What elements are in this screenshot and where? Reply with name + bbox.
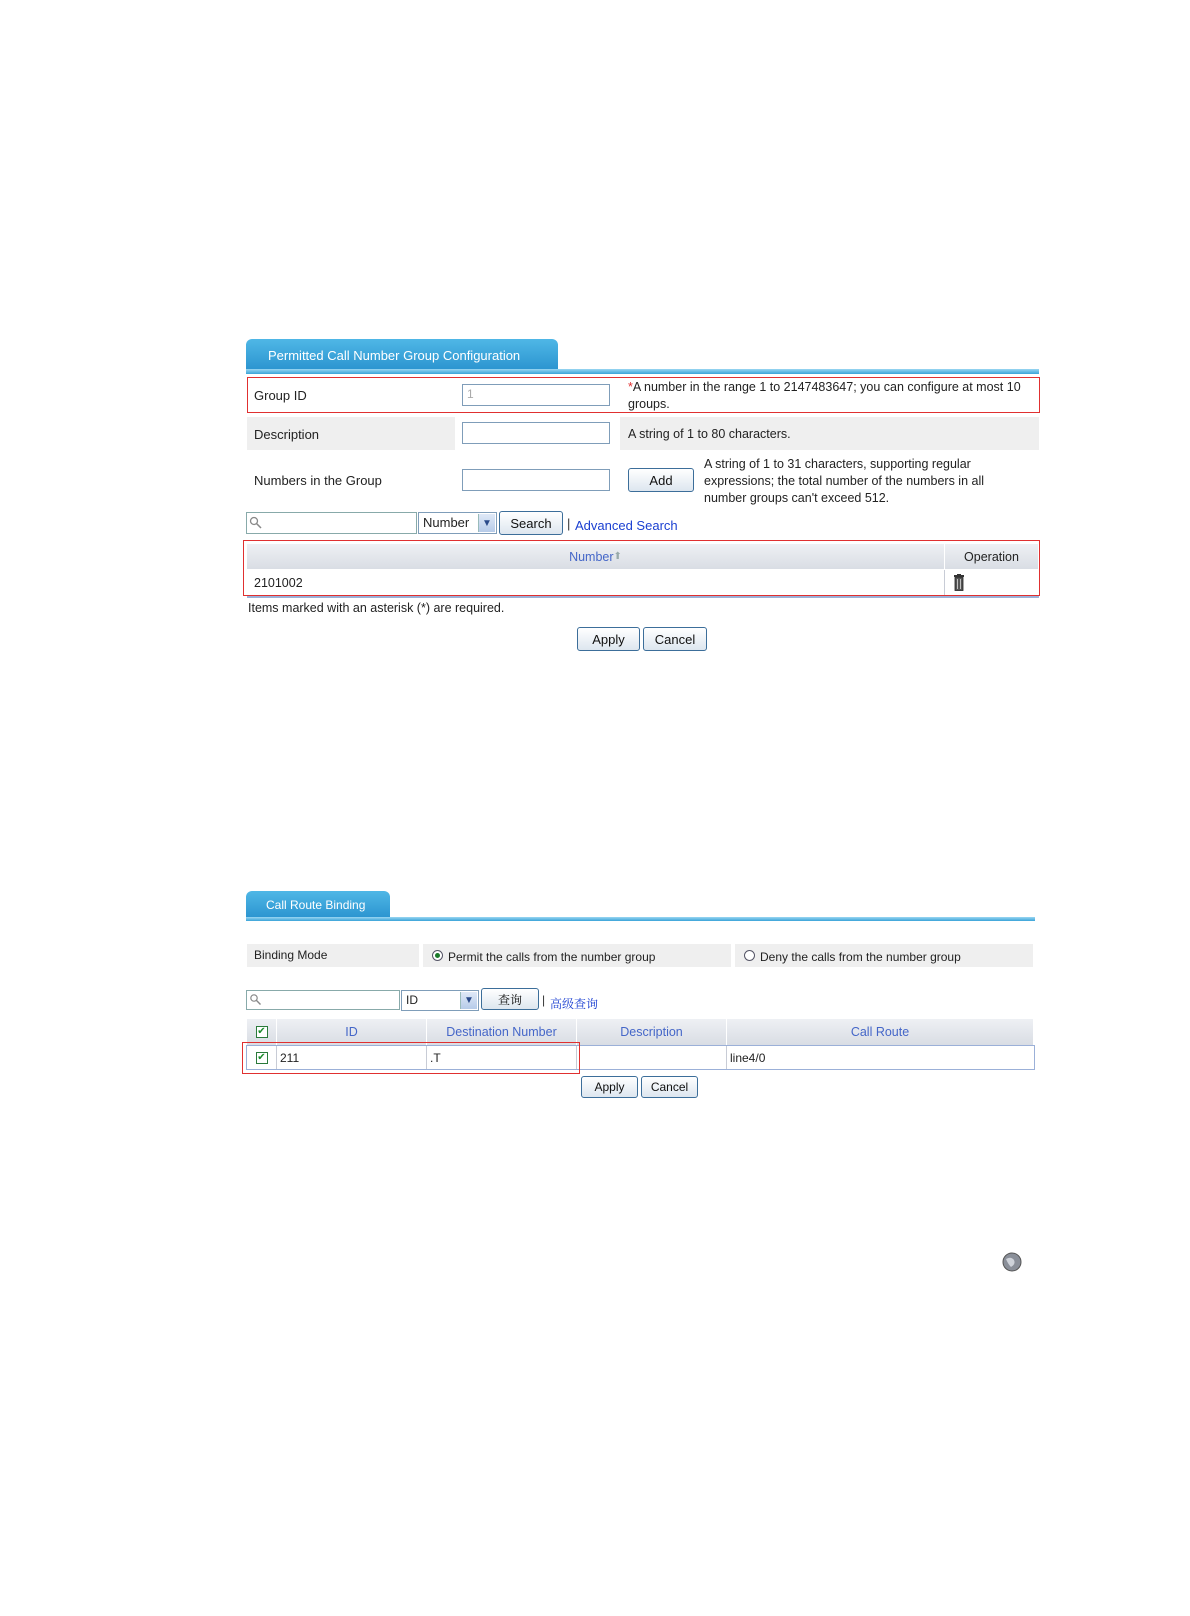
globe-icon xyxy=(1002,1252,1022,1272)
numbers-note: A string of 1 to 31 characters, supporting regular expressions; the total number of the numbers in all number groups can't exceed 512. xyxy=(704,457,985,505)
cell-id: 211 xyxy=(277,1046,427,1069)
route-search-button[interactable]: 查询 xyxy=(481,988,539,1010)
required-footnote: Items marked with an asterisk (*) are required. xyxy=(248,601,505,615)
route-apply-button[interactable]: Apply xyxy=(581,1076,638,1098)
route-search-input[interactable] xyxy=(246,990,400,1010)
sort-arrow-icon: ⬆ xyxy=(613,551,622,562)
tab-call-route-binding[interactable] xyxy=(246,891,390,919)
delete-cell xyxy=(945,570,1039,595)
apply-button[interactable]: Apply xyxy=(577,627,640,651)
route-cancel-button[interactable]: Cancel xyxy=(641,1076,698,1098)
magnifier-icon xyxy=(249,993,262,1006)
column-header-id[interactable]: ID xyxy=(277,1019,427,1045)
description-note: A string of 1 to 80 characters. xyxy=(628,427,791,441)
numbers-input[interactable] xyxy=(462,469,610,491)
group-id-note xyxy=(628,379,1039,413)
number-search-input[interactable] xyxy=(246,512,417,534)
row-select-cell xyxy=(247,1046,277,1069)
binding-mode-label: Binding Mode xyxy=(254,948,328,962)
required-asterisk: * xyxy=(628,380,633,394)
tab-title: Permitted Call Number Group Configuration xyxy=(268,347,521,363)
route-search-field-value: ID xyxy=(406,993,418,1007)
tab-permitted-call-number-group[interactable] xyxy=(246,339,558,371)
trash-icon[interactable] xyxy=(953,574,965,591)
tab-title: Call Route Binding xyxy=(266,898,366,912)
route-search-field-select[interactable] xyxy=(401,990,479,1011)
search-field-value: Number xyxy=(423,515,470,530)
search-button[interactable]: Search xyxy=(499,511,563,535)
row-checkbox[interactable]: ✔ xyxy=(257,1051,266,1063)
cell-destination: .T xyxy=(427,1046,577,1069)
group-id-note-text: A number in the range 1 to 2147483647; you can configure at most 10 groups. xyxy=(628,380,1021,411)
column-header-operation: Operation xyxy=(945,544,1039,569)
cancel-button[interactable]: Cancel xyxy=(643,627,707,651)
permit-option-label: Permit the calls from the number group xyxy=(448,950,656,964)
link-separator: | xyxy=(542,993,546,1007)
column-header-destination[interactable]: Destination Number xyxy=(427,1019,577,1045)
table-bottom-border xyxy=(247,596,1039,598)
select-all-checkbox[interactable]: ✔ xyxy=(257,1026,266,1037)
route-advanced-search-link[interactable]: 高级查询 xyxy=(550,997,599,1011)
tab-underline xyxy=(246,917,1035,921)
search-field-select[interactable] xyxy=(418,512,497,534)
column-header-number[interactable] xyxy=(247,544,945,569)
permit-radio[interactable] xyxy=(432,950,443,961)
tab-underline xyxy=(246,369,1039,374)
select-all-header xyxy=(247,1019,277,1045)
chevron-down-icon: ▼ xyxy=(460,992,477,1009)
table-row: 2101002 xyxy=(247,570,945,595)
magnifier-icon xyxy=(249,516,263,530)
group-id-input[interactable]: 1 xyxy=(462,384,610,406)
description-input[interactable] xyxy=(462,422,610,444)
link-separator: | xyxy=(567,516,571,531)
group-id-label: Group ID xyxy=(254,388,307,403)
cell-description xyxy=(577,1046,727,1069)
chevron-down-icon: ▼ xyxy=(478,514,495,532)
advanced-search-link[interactable]: Advanced Search xyxy=(575,518,678,533)
column-header-number-label: Number xyxy=(569,549,614,564)
numbers-label: Numbers in the Group xyxy=(254,473,382,488)
deny-radio[interactable] xyxy=(744,950,755,961)
cell-call-route: line4/0 xyxy=(730,1050,766,1065)
add-number-button[interactable]: Add xyxy=(628,468,694,492)
description-label: Description xyxy=(254,427,320,442)
column-header-call-route[interactable]: Call Route xyxy=(727,1019,1034,1045)
deny-option-label: Deny the calls from the number group xyxy=(760,950,961,964)
column-header-description[interactable]: Description xyxy=(577,1019,727,1045)
